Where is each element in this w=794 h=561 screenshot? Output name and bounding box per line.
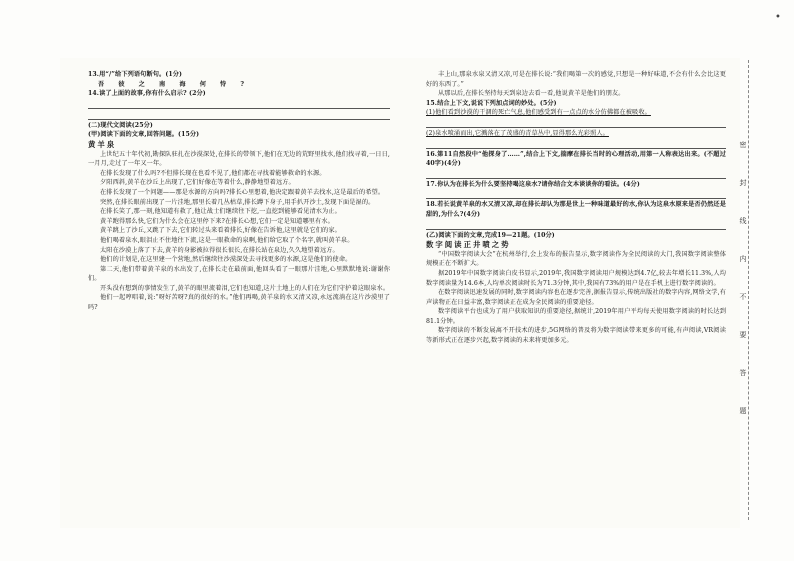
paragraph: 第二天,他们带着黄羊泉的水出发了,在排长走在最前面,他回头看了一眼那片洼地,心里默默地说:谢谢你们。 — [88, 265, 390, 283]
paragraph: 在排长发现了一个问题——那是水源的方向吗?排长心里想着,他决定跟着黄羊去找水,这是最后的希望。 — [100, 188, 385, 196]
q18-label: 18.若长说黄羊泉的水又清又凉,却在排长却认为那是世上一种味道最好的水,你认为这泉水原来是否仍然还是甜的,为什么?(4分) — [426, 201, 726, 218]
answer-line — [426, 169, 726, 179]
paragraph: 他们喝着泉水,眼泪止不住地往下流,这是一眼救命的泉啊,他们给它取了个名字,就叫黄羊泉。 — [100, 236, 354, 244]
q13-label: 13.用“/”给下列语句断句。(1分) — [88, 71, 183, 78]
paragraph: 他们的计划是,在这里建一个营地,然后继续往沙漠深处去寻找更多的水源,这是他们的使命。 — [100, 256, 352, 264]
answer-line — [426, 139, 726, 149]
paragraph: 丰上山,那泉水泉又清又凉,可是在排长说:“我们喝第一次的感觉,只想是一种好味道,不会有什么会比这更好的东西了。” — [426, 71, 726, 88]
paragraph: 在排长发现了什么吗?不但排长现在也看不见了,他们都在寻找着能够救命的水源。 — [100, 169, 326, 177]
exam-sheet — [60, 58, 740, 528]
binding-char: 答 — [739, 369, 747, 377]
binding-char: 要 — [739, 331, 747, 339]
paragraph: 他们一起哼唱着,说:“呀好苦呀?真的很好的水。”他们再喝,黄羊泉的水又清又凉,永远流淌在这片沙漠里了吗? — [88, 294, 390, 312]
paragraph: 在排长笑了,那一刻,他知道有救了,他让战士们继续往下挖,一直挖到能够看见清水为止。 — [100, 208, 341, 216]
q14-label: 14.读了上面的故事,你有什么启示? (2分) — [88, 90, 206, 98]
essay-title: 黄羊泉 — [88, 139, 117, 149]
binding-char: 不 — [739, 293, 747, 301]
q15-item-2: (2)泉水喷涌而出,它溅落在了茂盛的青草丛中,显得那么光彩照人。 — [426, 129, 609, 137]
answer-line — [88, 110, 390, 120]
binding-warning — [736, 140, 750, 440]
right-column — [426, 70, 726, 346]
q13-text: 吾 彼 之 南 海 何 恃 ? — [98, 80, 251, 88]
answer-line — [426, 189, 726, 199]
paragraph: 数字阅读的不断发展离不开技术的进步,5G网络的普及将为数字阅读带来更多的可能,有声阅读,VR阅读等新形式正在逐步兴起,数字阅读的未来将更加多元。 — [426, 327, 726, 345]
subsection-a: (甲)阅读下面的文章,回答问题。(15分) — [88, 131, 200, 139]
q17-label: 17.你认为在排长为什么要坚持喝这泉水?请你结合文本谈谈你的看法。(4分) — [426, 180, 640, 188]
paragraph: 在数字阅读迅速发展的同时,数字阅读内容也在逐步完善,据报告显示,传统出版社的数字内容,网络文学,有声读物正在日益丰富,数字阅读正在成为全民阅读的重要途径。 — [426, 289, 726, 306]
paragraph: 从那以后,在排长坚持每天到泉边去看一看,他说黄羊是他们的朋友。 — [438, 90, 625, 98]
paragraph: 太阳在沙漠上落了下去,黄羊的身影被拉得很长很长,在排长站在泉边,久久地望着远方。 — [100, 246, 339, 254]
corner-mark: • — [775, 12, 781, 23]
paragraph: 开头没有想到的事情发生了,黄羊的眼里流着泪,它们也知道,这片土地上的人们在为它们守护着这眼泉水。 — [100, 284, 390, 292]
answer-line — [426, 220, 726, 230]
paragraph: 突然,在排长眼前出现了一片洼地,那里长着几丛枯草,排长蹲下身子,用手扒开沙土,发现下面是湿的。 — [100, 198, 375, 206]
paragraph: 上世纪五十年代初,勘探队驻扎在沙漠深处,在排长的带领下,他们在无边的荒野里找水,他们找寻着,一日日,一月月,走过了一年又一年。 — [88, 150, 390, 168]
paragraph: 黄羊跳上了沙丘,又跳了下去,它们转过头来看着排长,好像在告诉他,这里就是它们的家。 — [100, 227, 341, 235]
subsection-b: (乙)阅读下面的文章,完成19—21题。(10分) — [426, 231, 555, 239]
section2-title: (二)现代文阅读(25分) — [88, 121, 153, 129]
binding-char: 题 — [739, 407, 747, 415]
binding-char: 线 — [739, 217, 747, 225]
paragraph: “中国数字阅读大会”在杭州举行,会上发布的报告显示,数字阅读作为全民阅读的大门,我国数字阅读整体规模正在不断扩大。 — [426, 250, 726, 268]
binding-char: 内 — [739, 255, 747, 263]
binding-char: 封 — [739, 179, 747, 187]
paragraph: 据2019年中国数字阅读白皮书显示,2019年,我国数字阅读用户规模达到4.7亿,较去年增长11.3%,人均数字阅读量为14.6本,人均单次阅读时长为71.3分钟,其中,我国有73%的用户是在手机上进行数字阅读的。 — [426, 269, 726, 287]
binding-char: 密 — [739, 141, 747, 149]
q15-item-1: (1)他们看到沙漠的干涸的死亡气息,他们感受到有一点点的水分仿佛都在被吸收。 — [426, 109, 651, 117]
paragraph: 夕阳西斜,黄羊在沙丘上出现了,它们好像在等着什么,静静地望着远方。 — [100, 179, 295, 187]
left-column — [88, 70, 390, 313]
paragraph: 数字阅读平台也成为了用户获取知识的重要途径,据统计,2019年用户平均每天使用数字阅读的时长达到81.1分钟。 — [426, 308, 726, 325]
q16-label: 16.第11自然段中“他探身了……”,结合上下文,揣摩在排长当时的心理活动,用第一人称表达出来。(不超过40字)(4分) — [426, 150, 726, 168]
answer-line — [426, 118, 726, 128]
answer-line — [88, 99, 390, 109]
q15-label: 15.结合上下文,说说下列加点词的妙处。(5分) — [426, 99, 557, 107]
essay2-title: 数字阅读正井喷之势 — [426, 240, 511, 250]
paragraph: 黄羊跑得那么快,它们为什么会在这里停下来?在排长心想,它们一定是知道哪里有水。 — [100, 217, 334, 225]
